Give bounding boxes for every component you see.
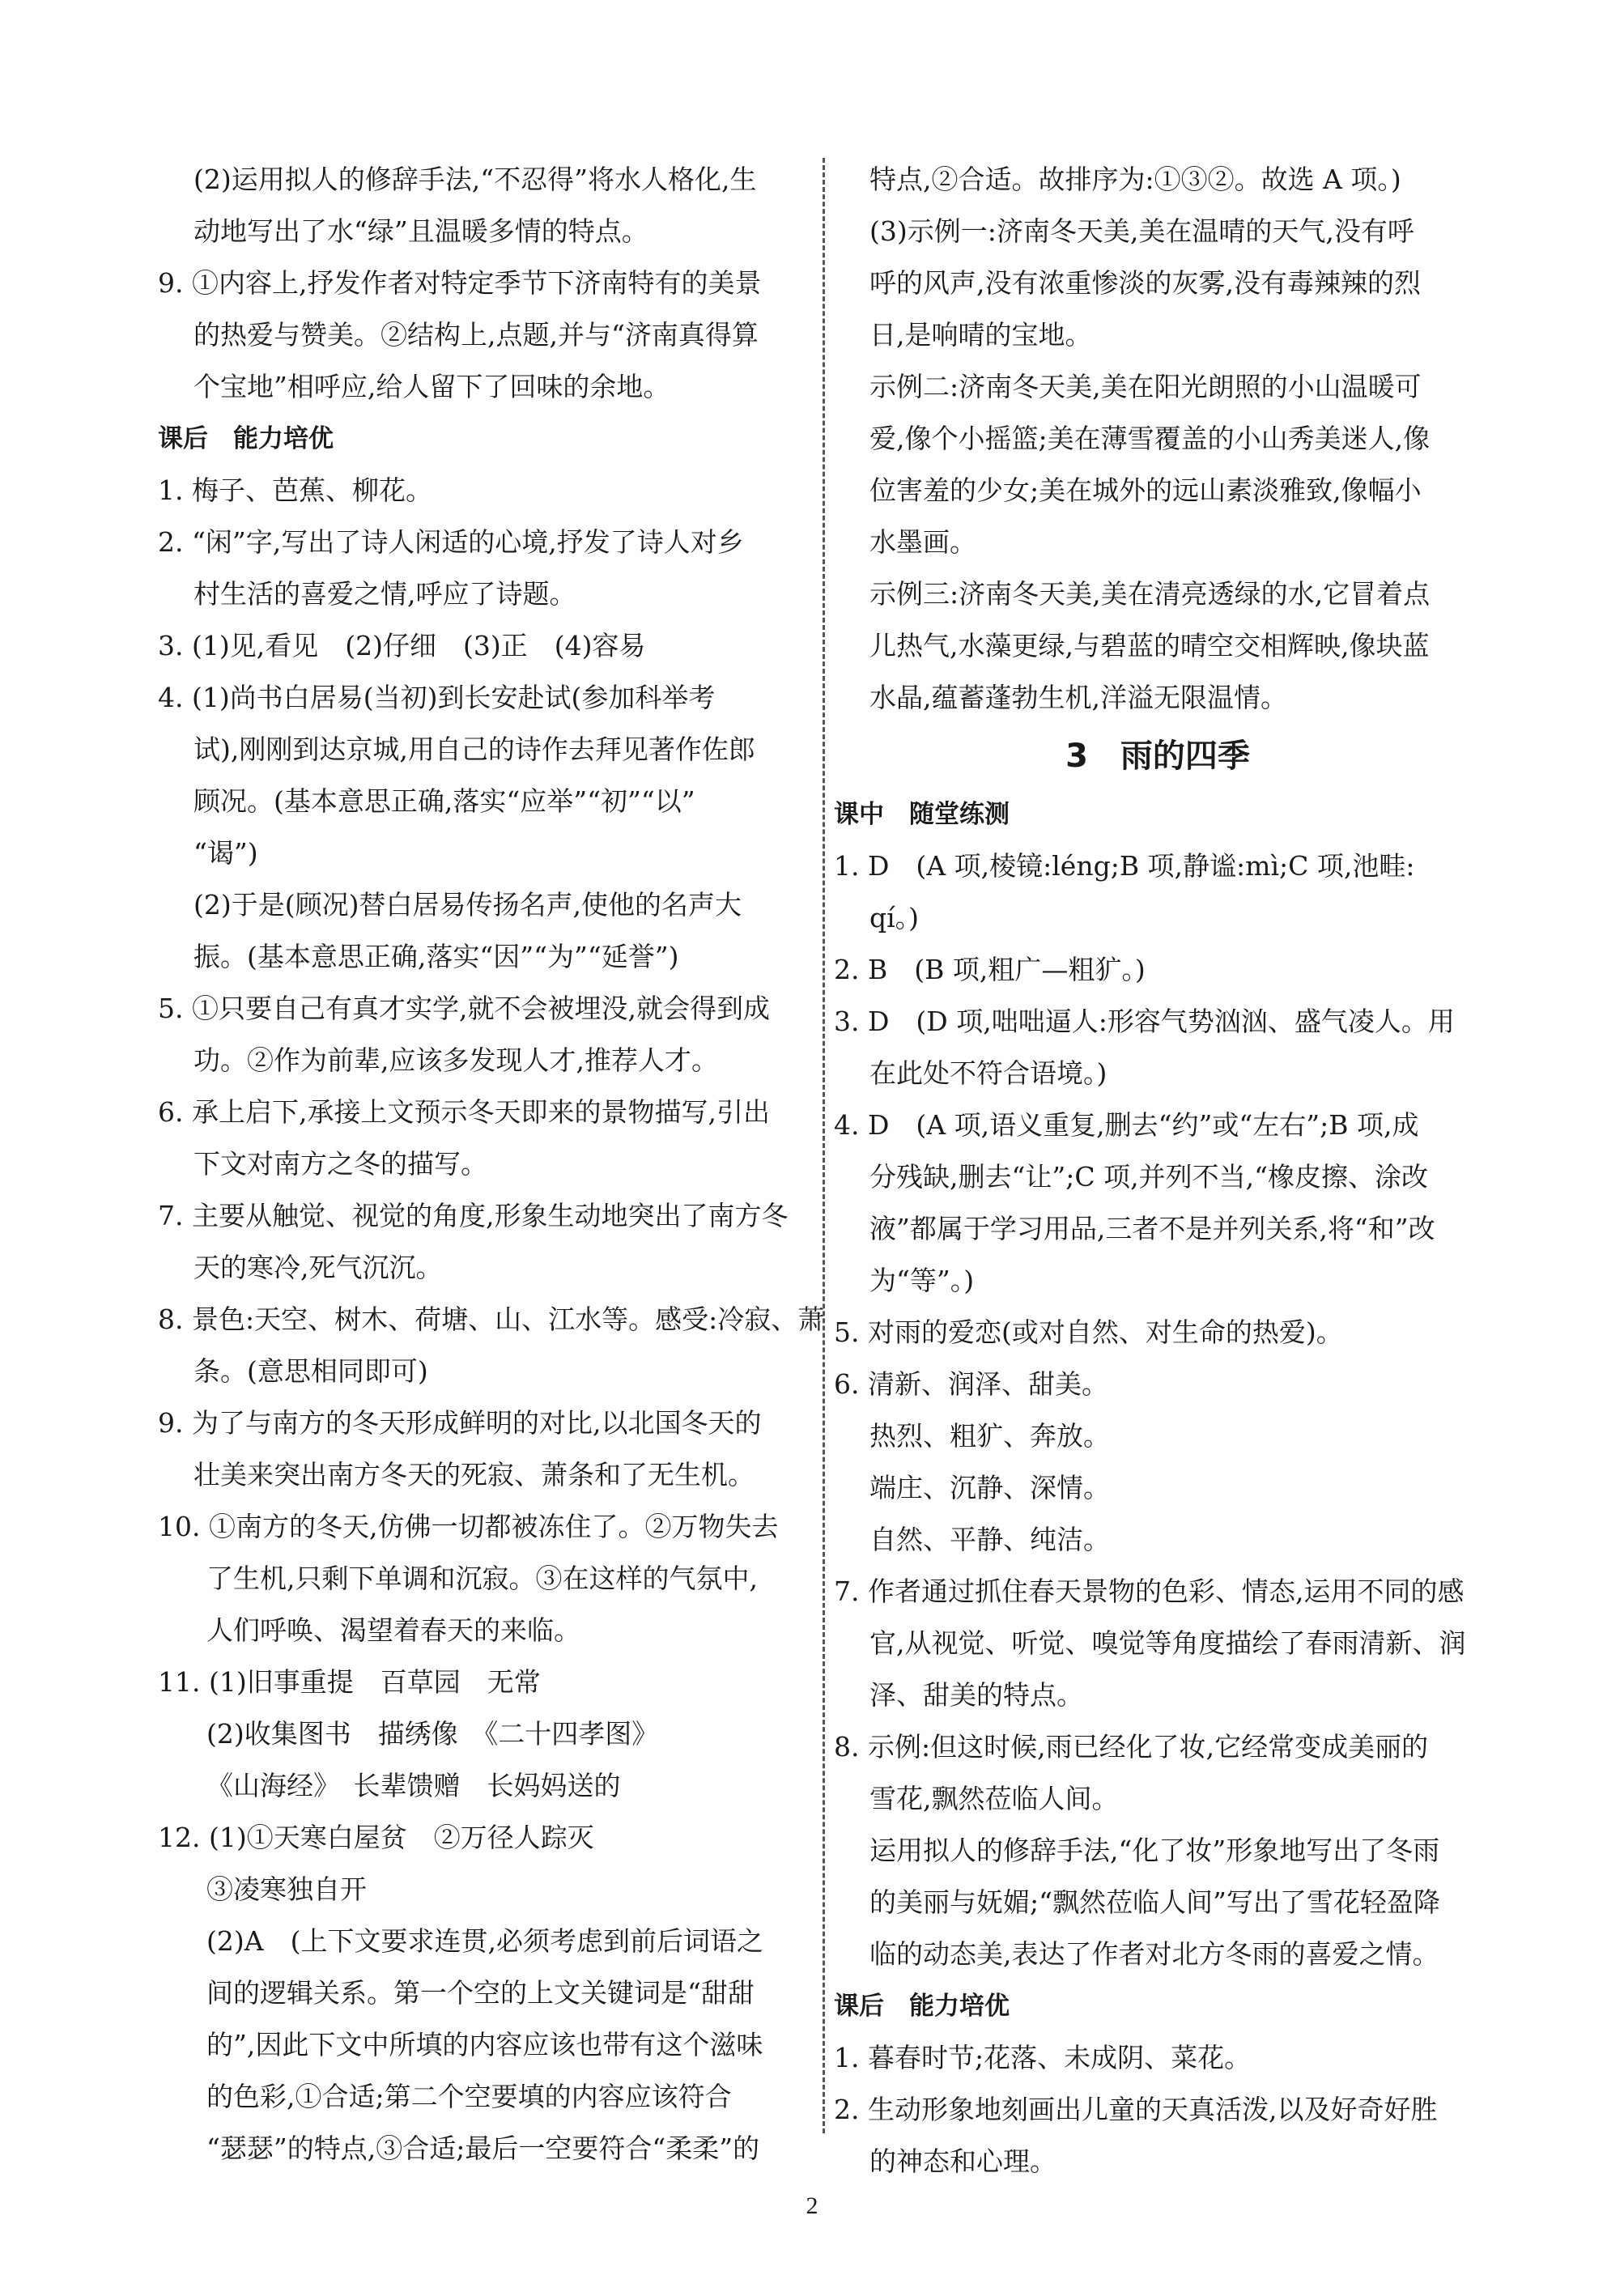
text-line: 1. D (A 项,棱镜:léng;B 项,静谧:mì;C 项,池畦:	[834, 850, 1415, 882]
text-line: 为“等”。)	[869, 1265, 975, 1296]
text-line: 壮美来突出南方冬天的死寂、萧条和了无生机。	[193, 1459, 755, 1490]
text-line: “瑟瑟”的特点,③合适;最后一空要符合“柔柔”的	[206, 2133, 760, 2164]
text-line: (2)A (上下文要求连贯,必须考虑到前后词语之	[206, 1925, 763, 1957]
text-line: 雪花,飘然莅临人间。	[869, 1783, 1119, 1814]
text-line: 的热爱与赞美。②结构上,点题,并与“济南真得算	[193, 319, 759, 351]
text-line: 了生机,只剩下单调和沉寂。③在这样的气氛中,	[206, 1563, 758, 1594]
text-line: 水墨画。	[869, 526, 976, 558]
text-line: 顾况。(基本意思正确,落实“应举”“初”“以”	[193, 785, 695, 817]
text-line: 7. 主要从触觉、视觉的角度,形象生动地突出了南方冬	[158, 1200, 789, 1231]
text-line: 热烈、粗犷、奔放。	[869, 1420, 1110, 1452]
text-line: 条。(意思相同即可)	[193, 1355, 428, 1387]
text-line: 临的动态美,表达了作者对北方冬雨的喜爱之情。	[869, 1938, 1439, 1970]
text-line: 村生活的喜爱之情,呼应了诗题。	[193, 578, 576, 610]
text-line: 8. 景色:天空、树木、荷塘、山、江水等。感受:冷寂、萧	[158, 1303, 825, 1335]
text-line: 4. D (A 项,语义重复,删去“约”或“左右”;B 项,成	[834, 1109, 1419, 1141]
text-line: 3. D (D 项,咄咄逼人:形容气势汹汹、盛气凌人。用	[834, 1006, 1455, 1037]
text-line: 2. B (B 项,粗广—粗犷。)	[834, 954, 1146, 985]
text-line: 11. (1)旧事重提 百草园 无常	[158, 1666, 541, 1698]
text-line: 日,是响晴的宝地。	[869, 319, 1092, 351]
text-line: 5. ①只要自己有真才实学,就不会被埋没,就会得到成	[158, 993, 770, 1024]
left-column	[158, 154, 825, 2175]
text-line: 分残缺,删去“让”;C 项,并列不当,“橡皮擦、涂改	[869, 1161, 1428, 1193]
text-line: 5. 对雨的爱恋(或对自然、对生命的热爱)。	[834, 1316, 1343, 1348]
text-line: 液”都属于学习用品,三者不是并列关系,将“和”改	[869, 1213, 1435, 1244]
text-line: 特点,②合适。故排序为:①③②。故选 A 项。)	[869, 164, 1401, 195]
text-line: 的”,因此下文中所填的内容应该也带有这个滋味	[206, 2029, 763, 2060]
section-heading: 课后 能力培优	[158, 424, 334, 453]
page-number: 2	[806, 2192, 818, 2219]
text-line: 官,从视觉、听觉、嗅觉等角度描绘了春雨清新、润	[869, 1627, 1466, 1659]
text-line: 的色彩,①合适;第二个空要填的内容应该符合	[206, 2081, 732, 2112]
text-line: 1. 暮春时节;花落、未成阴、菜花。	[834, 2042, 1252, 2073]
text-line: 运用拟人的修辞手法,“化了妆”形象地写出了冬雨	[869, 1835, 1440, 1866]
section-heading: 课中 随堂练测	[834, 800, 1010, 829]
text-line: 6. 承上启下,承接上文预示冬天即来的景物描写,引出	[158, 1096, 770, 1128]
text-line: (2)收集图书 描绣像 《二十四孝图》	[206, 1718, 659, 1750]
text-line: 在此处不符合语境。)	[869, 1057, 1107, 1089]
text-line: 6. 清新、润泽、甜美。	[834, 1368, 1108, 1400]
text-line: 呼的风声,没有浓重惨淡的灰雾,没有毒辣辣的烈	[869, 267, 1421, 299]
text-line: 9. ①内容上,抒发作者对特定季节下济南特有的美景	[158, 267, 762, 299]
text-line: 10. ①南方的冬天,仿佛一切都被冻住了。②万物失去	[158, 1511, 779, 1542]
text-line: 位害羞的少女;美在城外的远山素淡雅致,像幅小	[869, 474, 1422, 506]
lesson-title: 3 雨的四季	[1065, 738, 1250, 775]
section-heading: 课后 能力培优	[834, 1992, 1010, 2021]
text-line: “谒”)	[193, 837, 258, 869]
text-line: (2)运用拟人的修辞手法,“不忍得”将水人格化,生	[193, 164, 757, 195]
text-line: 人们呼唤、渴望着春天的来临。	[206, 1614, 580, 1646]
text-line: 12. (1)①天寒白屋贫 ②万径人踪灭	[158, 1822, 594, 1853]
text-line: 2. 生动形象地刻画出儿童的天真活泼,以及好奇好胜	[834, 2094, 1438, 2125]
text-line: 2. “闲”字,写出了诗人闲适的心境,抒发了诗人对乡	[158, 526, 744, 558]
text-line: (2)于是(顾况)替白居易传扬名声,使他的名声大	[193, 889, 742, 921]
text-line: 9. 为了与南方的冬天形成鲜明的对比,以北国冬天的	[158, 1407, 762, 1439]
text-line: 7. 作者通过抓住春天景物的色彩、情态,运用不同的感	[834, 1575, 1465, 1607]
text-line: 下文对南方之冬的描写。	[193, 1148, 487, 1180]
text-line: 端庄、沉静、深情。	[869, 1472, 1110, 1503]
text-line: 儿热气,水藻更绿,与碧蓝的晴空交相辉映,像块蓝	[869, 630, 1430, 661]
text-line: 自然、平静、纯洁。	[869, 1524, 1110, 1555]
text-line: 动地写出了水“绿”且温暖多情的特点。	[193, 215, 648, 247]
text-line: qí。)	[869, 902, 920, 933]
text-line: 泽、甜美的特点。	[869, 1679, 1083, 1711]
text-line: (3)示例一:济南冬天美,美在温晴的天气,没有呼	[869, 215, 1414, 247]
text-line: 天的寒冷,死气沉沉。	[193, 1252, 443, 1283]
text-line: 试),刚刚到达京城,用自己的诗作去拜见著作佐郎	[193, 734, 755, 765]
column-divider	[823, 158, 825, 2133]
text-line: ③凌寒独自开	[206, 1873, 367, 1905]
text-line: 1. 梅子、芭蕉、柳花。	[158, 474, 432, 506]
text-line: 4. (1)尚书白居易(当初)到长安赴试(参加科举考	[158, 682, 716, 713]
text-line: 个宝地”相呼应,给人留下了回味的余地。	[193, 371, 670, 402]
text-line: 3. (1)见,看见 (2)仔细 (3)正 (4)容易	[158, 630, 646, 661]
text-line: 振。(基本意思正确,落实“因”“为”“延誉”)	[193, 941, 679, 972]
text-line: 间的逻辑关系。第一个空的上文关键词是“甜甜	[206, 1977, 755, 2009]
text-line: 水晶,蕴蓄蓬勃生机,洋溢无限温情。	[869, 682, 1287, 713]
text-line: 《山海经》 长辈馈赠 长妈妈送的	[206, 1770, 621, 1801]
text-line: 示例三:济南冬天美,美在清亮透绿的水,它冒着点	[869, 578, 1431, 610]
text-line: 示例二:济南冬天美,美在阳光朗照的小山温暖可	[869, 371, 1422, 402]
right-column	[834, 154, 1482, 2188]
text-line: 8. 示例:但这时候,雨已经化了妆,它经常变成美丽的	[834, 1731, 1429, 1763]
text-line: 的神态和心理。	[869, 2145, 1056, 2177]
text-line: 的美丽与妩媚;“飘然莅临人间”写出了雪花轻盈降	[869, 1886, 1440, 1918]
text-line: 爱,像个小摇篮;美在薄雪覆盖的小山秀美迷人,像	[869, 423, 1431, 454]
text-line: 功。②作为前辈,应该多发现人才,推荐人才。	[193, 1044, 718, 1076]
